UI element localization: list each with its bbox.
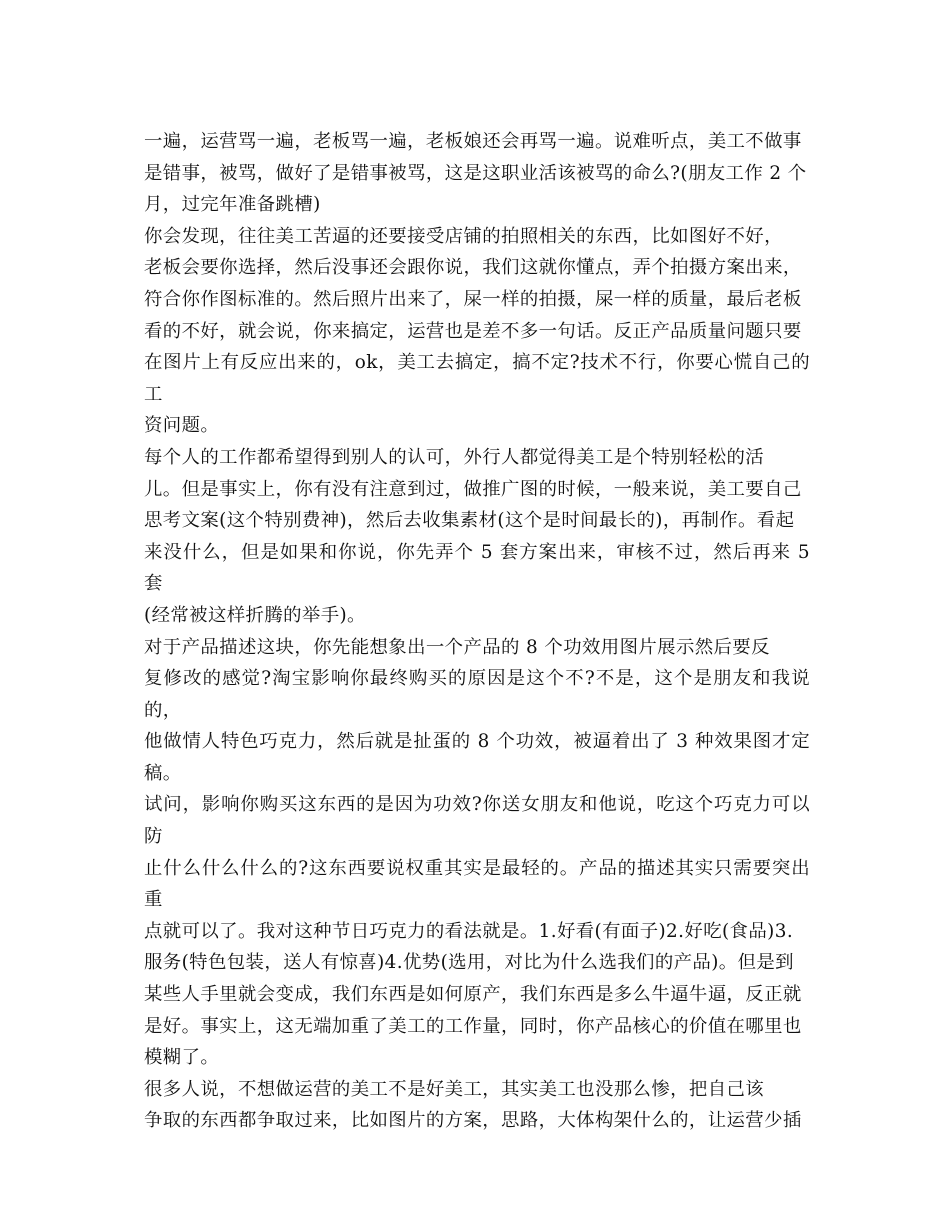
paragraph-1: 一遍，运营骂一遍，老板骂一遍，老板娘还会再骂一遍。说难听点，美工不做事 是错事，被骂，做好了是错事被骂，这是这职业活该被骂的命么?(朋友工作 2 个 月，过完年准备跳槽) (144, 131, 807, 216)
document-body (144, 126, 810, 1137)
paragraph-2: 你会发现，往往美工苦逼的还要接受店铺的拍照相关的东西，比如图好不好， 老板会要你选择，然后没事还会跟你说，我们这就你懂点，弄个拍摄方案出来， 符合你作图标准的。然后照片出来了，屎一样的拍摄，屎一样的质量，最后老板 看的不好，就会说，你来搞定，运营也是差不多一句话。反正产品质量问题只要 在图片上有反应出来的，ok，美工去搞定，搞不定?技术不行，你要心慌自己的工 资问题。 (144, 225, 810, 437)
paragraph-3: 每个人的工作都希望得到别人的认可，外行人都觉得美工是个特别轻松的活 儿。但是事实上，你有没有注意到过，做推广图的时候，一般来说，美工要自己 思考文案(这个特别费神)，然后去收集素材(这个是时间最长的)，再制作。看起 来没什么，但是如果和你说，你先弄个 5 套方案出来，审核不过，然后再来 5 套 (经常被这样折腾的举手)。 (144, 446, 810, 626)
paragraph-5: 很多人说，不想做运营的美工不是好美工，其实美工也没那么惨，把自己该 争取的东西都争取过来，比如图片的方案，思路，大体构架什么的，让运营少插 (144, 1078, 802, 1132)
paragraph-4: 对于产品描述这块，你先能想象出一个产品的 8 个功效用图片展示然后要反 复修改的感觉?淘宝影响你最终购买的原因是这个不?不是，这个是朋友和我说的， 他做情人特色巧克力，然后就是扯蛋的 8 个功效，被逼着出了 3 种效果图才定稿。 试问，影响你购买这东西的是因为功效?你送女朋友和他说，吃这个巧克力可以防 止什么什么什么的?这东西要说权重其实是最轻的。产品的描述其实只需要突出重 点就可以了。我对这种节日巧克力的看法就是。1.好看(有面子)2.好吃(食品)3. 服务(特色包装，送人有惊喜)4.优势(选用，对比为什么选我们的产品)。但是到 某些人手里就会变成，我们东西是如何原产，我们东西是多么牛逼牛逼，反正就 是好。事实上，这无端加重了美工的工作量，同时，你产品核心的价值在哪里也 模糊了。 (144, 636, 810, 1069)
